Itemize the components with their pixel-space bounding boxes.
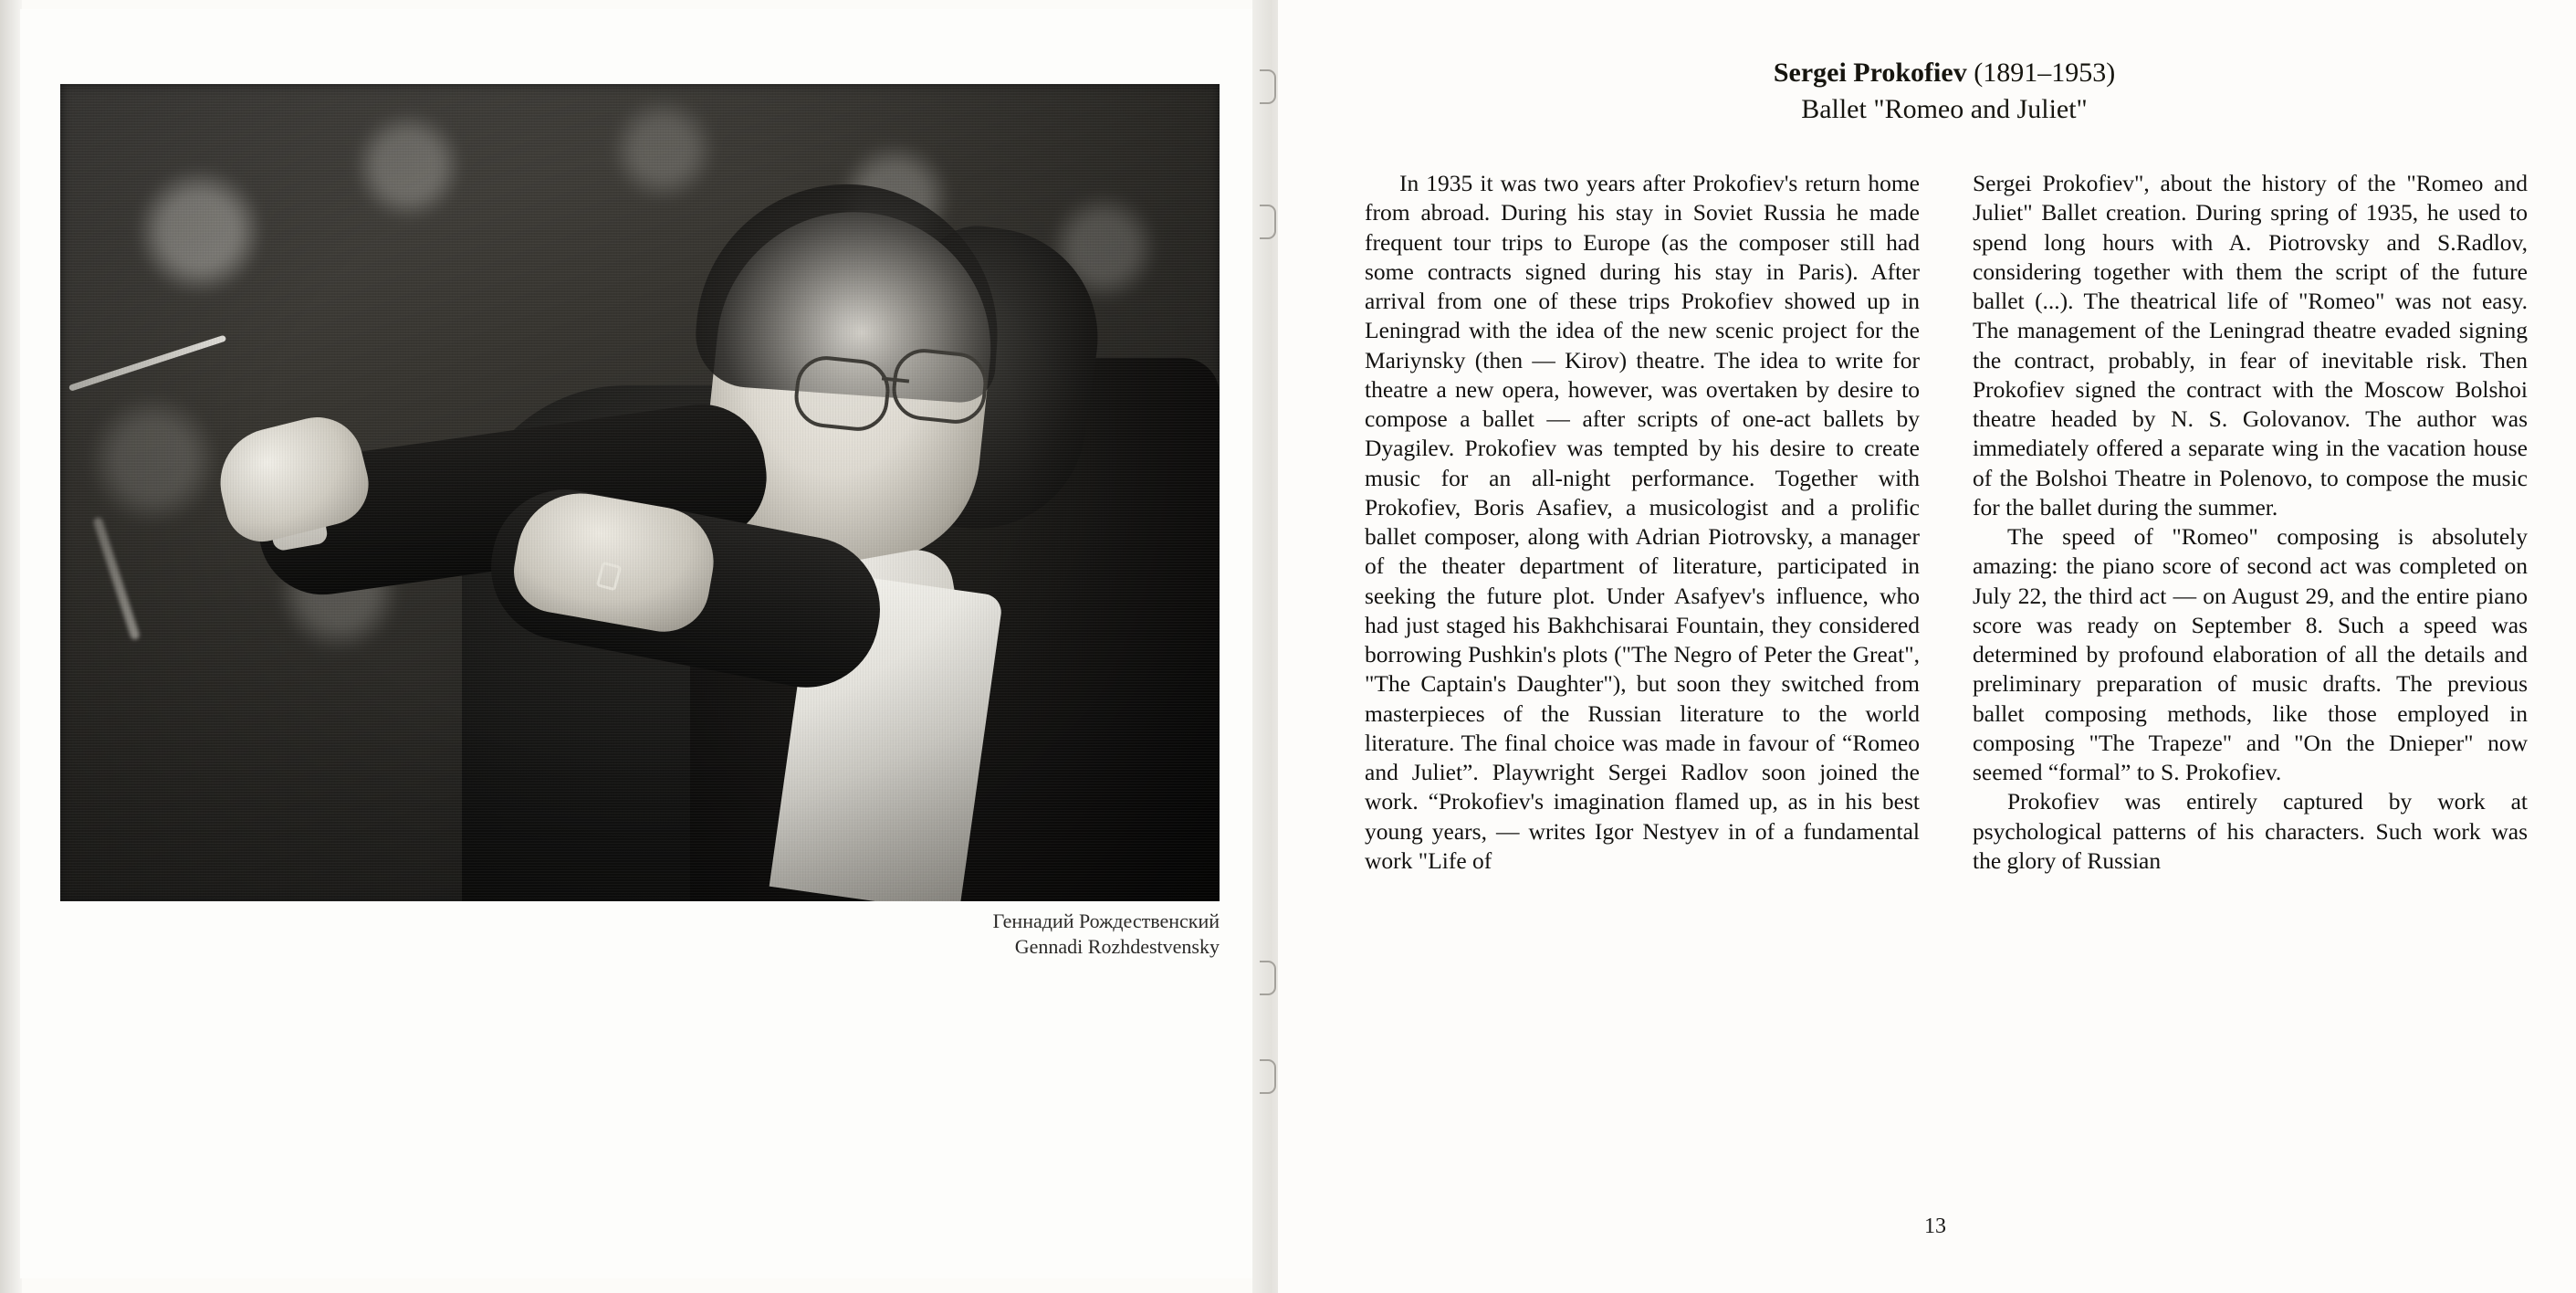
paragraph: Prokofiev was entirely captured by work at psychological patterns of his characters. Such work was the glory of Russian: [1973, 788, 2528, 874]
conductor-photograph: [60, 84, 1220, 901]
article-subtitle: Ballet "Romeo and Juliet": [1801, 93, 2088, 124]
left-page: [0, 0, 1278, 1293]
paragraph: The speed of "Romeo" composing is absolutely amazing: the piano score of second act was completed on July 22, the third act — on August 29, and the entire piano score was ready on September 8. Such a speed was determined by profound elaboration of all the details and preliminary preparation of music drafts. The previous ballet composing methods, like those employed in composing "The Trapeze" and "On the Dnieper" now seemed “formal” to S. Prokofiev.: [1973, 523, 2528, 785]
paragraph: Sergei Prokofiev", about the history of the "Romeo and Juliet" Ballet creation. During spring of 1935, he used to spend long hours with A. Piotrovsky and S.Radlov, considering together with them the script of the future ballet (...). The theatrical life of "Romeo" was not easy. The management of the Leningrad theatre evaded signing the contract, probably, in fear of inevitable risk. Then Prokofiev signed the contract with the Moscow Bolshoi theatre headed by N. S. Golovanov. The author was immediately offered a separate wing in the vacation house of the Bolshoi Theatre in Polenovo, to compose the music for the ballet during the summer.: [1973, 170, 2528, 520]
photo-figure: [60, 84, 1220, 901]
article-title-line: [1369, 55, 2519, 92]
article-body: [1365, 169, 2529, 1201]
binder-mark-4-icon: [1260, 1059, 1276, 1094]
article-column-left: [1365, 169, 1920, 1201]
binder-mark-2-icon: [1260, 205, 1276, 239]
photo-grain-texture: [60, 84, 1220, 901]
page-number: 13: [1924, 1214, 1946, 1238]
left-page-edge-shadow: [0, 0, 22, 1293]
photo-caption-russian: Геннадий Рождественский: [992, 909, 1220, 932]
binder-mark-3-icon: [1260, 961, 1276, 995]
article-column-right: [1973, 169, 2528, 1201]
composer-dates: (1891–1953): [1966, 58, 2116, 88]
photo-caption-english: Gennadi Rozhdestvensky: [1014, 935, 1220, 959]
photo-caption: [60, 909, 1220, 960]
binder-mark-1-icon: [1260, 69, 1276, 104]
composer-name: Sergei Prokofiev: [1773, 58, 1967, 88]
paragraph: In 1935 it was two years after Prokofiev's return home from abroad. During his stay in Soviet Russia he made frequent tour trips to Europe (as the composer still had some contracts signed during his stay in Paris). After arrival from one of these trips Prokofiev showed up in Leningrad with the idea of the new scenic project for the Mariynsky (then — Kirov) theatre. The idea to write for theatre a new opera, however, was overtaken by desire to compose a ballet — after scripts of one-act ballets by Dyagilev. Prokofiev was tempted by his desire to create music for an all-night performance. Together with Prokofiev, Boris Asafiev, a musicologist and a prolific ballet composer, along with Adrian Piotrovsky, a manager of the theater department of literature, participated in seeking the future plot. Under Asafyev's influence, who had just staged his Bakhchisarai Fountain, they considered borrowing Pushkin's plots ("The Negro of Peter the Great", "The Captain's Daughter"), but soon they switched from masterpieces of the Russian literature to the world literature. The final choice was made in favour of “Romeo and Juliet”. Playwright Sergei Radlov soon joined the work. “Prokofiev's imagination flamed up, as in his best young years, — writes Igor Nestyev in of a fundamental work "Life of: [1365, 170, 1920, 874]
article-header: [1369, 55, 2519, 125]
